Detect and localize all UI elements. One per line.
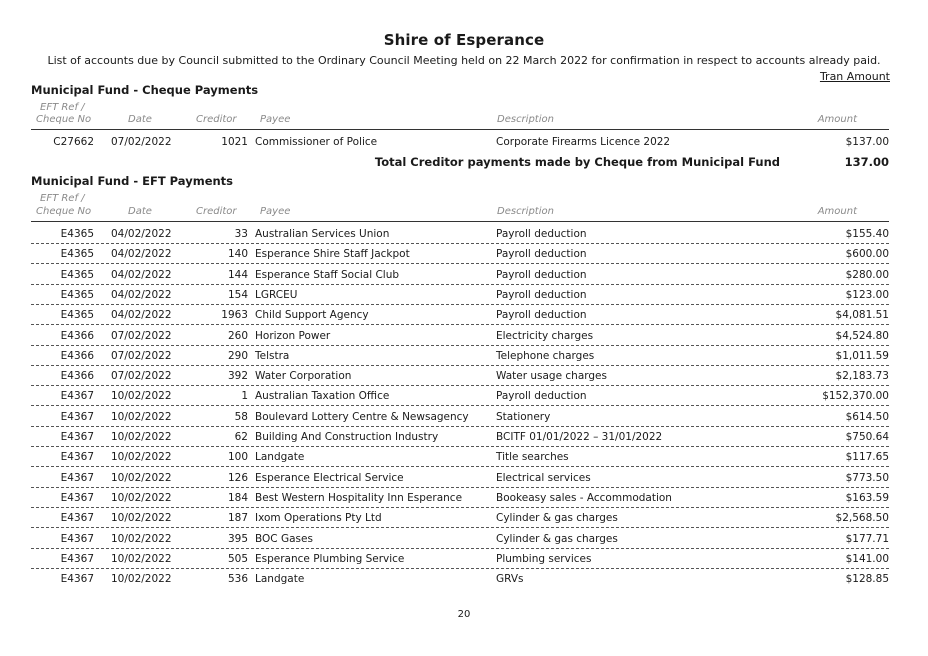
row-date: 07/02/2022: [111, 329, 172, 342]
page-title: Shire of Esperance: [383, 31, 545, 49]
col-ref-line2: Cheque No: [36, 114, 92, 125]
table-row: [0, 469, 928, 489]
table-row: [0, 509, 928, 529]
row-date: 10/02/2022: [111, 512, 172, 525]
row-payee: Water Corporation: [255, 370, 352, 383]
row-date: 10/02/2022: [111, 573, 172, 586]
table-row: [0, 448, 928, 468]
page-subtitle: List of accounts due by Council submitted to the Ordinary Council Meeting held on 22 March 2022 for confirmation in respect to accounts already paid.: [47, 54, 881, 67]
row-payee: Best Western Hospitality Inn Esperance: [255, 491, 463, 504]
row-ref: E4367: [60, 532, 94, 545]
row-divider: [31, 446, 889, 447]
cheque-total-value: 137.00: [844, 155, 889, 169]
row-amount: $280.00: [845, 268, 889, 281]
row-amount: $117.65: [845, 451, 889, 464]
row-ref: E4367: [60, 390, 94, 403]
row-ref: E4367: [60, 573, 94, 586]
tran-amount-label: Tran Amount: [819, 70, 890, 83]
row-date: 10/02/2022: [111, 471, 172, 484]
row-ref: E4367: [60, 431, 94, 443]
row-date: 04/02/2022: [111, 228, 172, 240]
col-payee: Payee: [260, 206, 291, 217]
row-divider: [31, 365, 889, 366]
row-amount: $123.00: [845, 288, 889, 301]
row-divider: [31, 405, 889, 406]
col-ref-line2: Cheque No: [36, 206, 92, 217]
row-description: GRVs: [496, 573, 524, 586]
row-creditor: 505: [227, 552, 248, 565]
table-row: [0, 245, 928, 265]
row-ref: E4366: [60, 370, 94, 383]
row-payee: Esperance Staff Social Club: [255, 268, 400, 281]
row-divider: [31, 548, 889, 549]
row-creditor: 260: [227, 329, 248, 342]
table-row: [0, 387, 928, 407]
row-creditor: 126: [227, 471, 248, 484]
row-amount: $2,183.73: [835, 370, 889, 383]
col-ref-line1: EFT Ref /: [40, 193, 85, 204]
table-row: [0, 133, 928, 153]
row-creditor: 154: [227, 288, 248, 301]
row-divider: [31, 426, 889, 427]
row-payee: Ixom Operations Pty Ltd: [255, 512, 382, 525]
row-payee: Landgate: [255, 451, 305, 464]
row-description: Payroll deduction: [496, 268, 587, 281]
cheque-section-heading: Municipal Fund - Cheque Payments: [31, 83, 259, 97]
row-payee: Esperance Electrical Service: [255, 471, 404, 484]
row-amount: $141.00: [845, 552, 889, 565]
row-date: 10/02/2022: [111, 390, 172, 403]
row-payee: Landgate: [255, 573, 305, 586]
row-ref: E4365: [60, 309, 94, 322]
row-description: Telephone charges: [496, 349, 595, 362]
row-creditor: 62: [234, 431, 248, 443]
table-row: [0, 347, 928, 367]
row-payee: Building And Construction Industry: [255, 431, 439, 443]
row-description: Electricity charges: [496, 329, 594, 342]
row-payee: Australian Services Union: [255, 228, 390, 240]
eft-section-heading: Municipal Fund - EFT Payments: [31, 174, 234, 188]
table-row: [0, 408, 928, 428]
row-creditor: 140: [227, 248, 248, 261]
row-creditor: 187: [227, 512, 248, 525]
row-date: 07/02/2022: [111, 136, 172, 148]
row-description: Bookeasy sales - Accommodation: [496, 491, 672, 504]
row-date: 10/02/2022: [111, 431, 172, 443]
row-description: Payroll deduction: [496, 248, 587, 261]
col-amount: Amount: [817, 114, 857, 125]
row-payee: LGRCEU: [255, 288, 298, 301]
row-ref: E4366: [60, 349, 94, 362]
row-divider: [31, 243, 889, 244]
row-description: Electrical services: [496, 471, 591, 484]
table-row: [0, 570, 928, 590]
row-amount: $152,370.00: [822, 390, 889, 403]
col-creditor: Creditor: [196, 206, 237, 217]
row-date: 10/02/2022: [111, 451, 172, 464]
row-payee: Horizon Power: [255, 329, 331, 342]
row-payee: Esperance Shire Staff Jackpot: [255, 248, 410, 261]
row-creditor: 395: [227, 532, 248, 545]
row-date: 10/02/2022: [111, 552, 172, 565]
row-amount: $1,011.59: [835, 349, 889, 362]
row-payee: Esperance Plumbing Service: [255, 552, 405, 565]
row-description: Payroll deduction: [496, 390, 587, 403]
row-ref: E4365: [60, 248, 94, 261]
table-row: [0, 225, 928, 245]
col-description: Description: [497, 114, 554, 125]
row-description: Title searches: [496, 451, 569, 464]
row-ref: E4367: [60, 512, 94, 525]
table-row: [0, 266, 928, 286]
row-divider: [31, 284, 889, 285]
row-amount: $2,568.50: [835, 512, 889, 525]
row-divider: [31, 487, 889, 488]
col-description: Description: [497, 206, 554, 217]
row-creditor: 392: [227, 370, 248, 383]
row-payee: Australian Taxation Office: [255, 390, 390, 403]
row-date: 07/02/2022: [111, 370, 172, 383]
row-creditor: 100: [227, 451, 248, 464]
header-rule: [31, 221, 889, 222]
row-amount: $773.50: [845, 471, 889, 484]
row-divider: [31, 568, 889, 569]
row-creditor: 184: [227, 491, 248, 504]
row-divider: [31, 527, 889, 528]
row-date: 10/02/2022: [111, 410, 172, 423]
row-payee: Boulevard Lottery Centre & Newsagency: [255, 410, 469, 423]
row-amount: $137.00: [845, 136, 889, 148]
row-divider: [31, 263, 889, 264]
col-creditor: Creditor: [196, 114, 237, 125]
row-amount: $128.85: [845, 573, 889, 586]
row-description: Payroll deduction: [496, 228, 587, 240]
row-amount: $600.00: [845, 248, 889, 261]
row-payee: BOC Gases: [255, 532, 313, 545]
row-description: BCITF 01/01/2022 – 31/01/2022: [496, 431, 663, 443]
row-creditor: 144: [227, 268, 248, 281]
row-creditor: 1021: [221, 136, 248, 148]
row-divider: [31, 385, 889, 386]
table-row: [0, 306, 928, 326]
row-creditor: 1: [241, 390, 248, 403]
row-ref: C27662: [53, 136, 94, 148]
row-creditor: 536: [227, 573, 248, 586]
row-ref: E4367: [60, 410, 94, 423]
row-date: 04/02/2022: [111, 268, 172, 281]
row-divider: [31, 507, 889, 508]
row-payee: Child Support Agency: [255, 309, 369, 322]
row-creditor: 58: [234, 410, 248, 423]
row-ref: E4367: [60, 552, 94, 565]
row-description: Payroll deduction: [496, 288, 587, 301]
row-description: Cylinder & gas charges: [496, 512, 618, 525]
table-row: [0, 530, 928, 550]
table-row: [0, 428, 928, 448]
row-ref: E4367: [60, 451, 94, 464]
row-description: Plumbing services: [496, 552, 592, 565]
table-row: [0, 286, 928, 306]
row-payee: Commissioner of Police: [255, 136, 378, 148]
row-description: Cylinder & gas charges: [496, 532, 618, 545]
row-ref: E4365: [60, 268, 94, 281]
col-payee: Payee: [260, 114, 291, 125]
page-number: 20: [457, 609, 471, 620]
row-date: 10/02/2022: [111, 532, 172, 545]
row-date: 04/02/2022: [111, 248, 172, 261]
row-amount: $4,081.51: [835, 309, 889, 322]
col-date: Date: [128, 114, 152, 125]
col-ref-line1: EFT Ref /: [40, 102, 85, 113]
cheque-total-label: Total Creditor payments made by Cheque from Municipal Fund: [374, 155, 780, 169]
row-divider: [31, 324, 889, 325]
col-date: Date: [128, 206, 152, 217]
row-divider: [31, 304, 889, 305]
row-amount: $155.40: [845, 228, 889, 240]
row-description: Corporate Firearms Licence 2022: [496, 136, 671, 148]
row-amount: $4,524.80: [835, 329, 889, 342]
row-date: 10/02/2022: [111, 491, 172, 504]
row-ref: E4365: [60, 228, 94, 240]
table-row: [0, 327, 928, 347]
row-amount: $163.59: [845, 491, 889, 504]
table-row: [0, 367, 928, 387]
col-amount: Amount: [817, 206, 857, 217]
row-creditor: 290: [227, 349, 248, 362]
row-ref: E4366: [60, 329, 94, 342]
row-description: Stationery: [496, 410, 551, 423]
table-row: [0, 550, 928, 570]
row-divider: [31, 345, 889, 346]
row-ref: E4367: [60, 491, 94, 504]
row-description: Payroll deduction: [496, 309, 587, 322]
row-creditor: 1963: [221, 309, 248, 322]
row-amount: $177.71: [845, 532, 889, 545]
row-date: 04/02/2022: [111, 309, 172, 322]
row-ref: E4365: [60, 288, 94, 301]
row-amount: $614.50: [845, 410, 889, 423]
row-creditor: 33: [234, 228, 248, 240]
row-divider: [31, 466, 889, 467]
row-date: 04/02/2022: [111, 288, 172, 301]
row-ref: E4367: [60, 471, 94, 484]
row-date: 07/02/2022: [111, 349, 172, 362]
row-amount: $750.64: [845, 431, 889, 443]
row-payee: Telstra: [255, 349, 290, 362]
table-row: [0, 489, 928, 509]
row-description: Water usage charges: [496, 370, 607, 383]
header-rule: [31, 129, 889, 130]
